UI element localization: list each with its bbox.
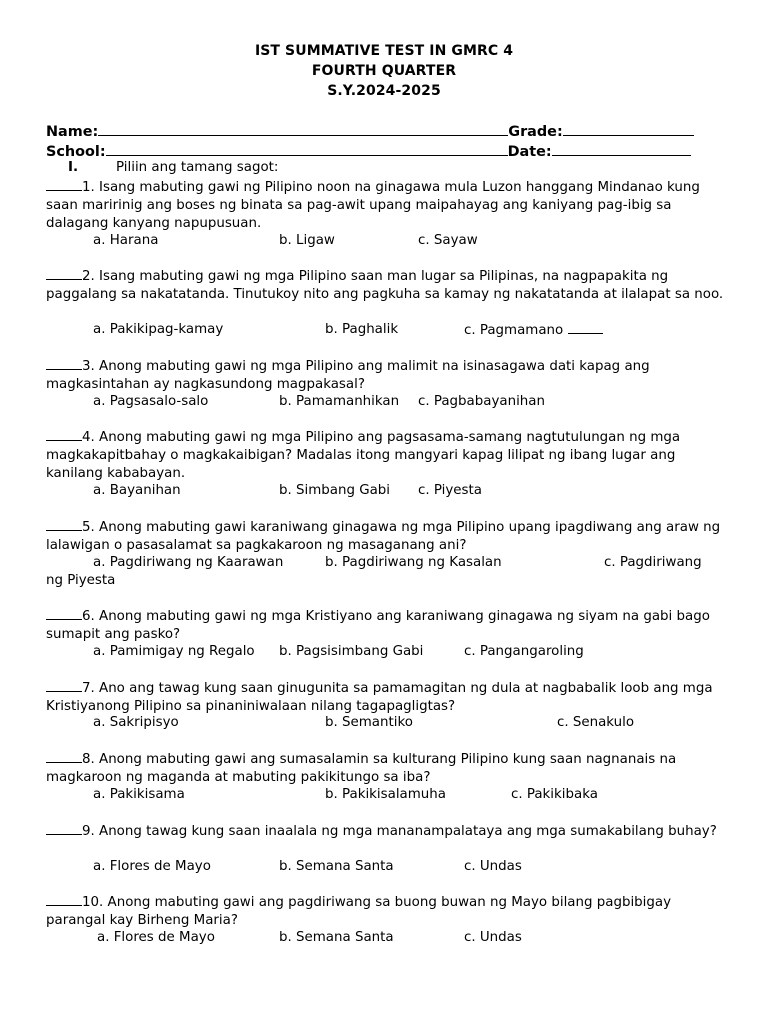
question-3-text: 3. Anong mabuting gawi ng mga Pilipino ang malimit na isinasagawa dati kapag ang magkasintahan ay nagkasundong magpakasal? xyxy=(46,359,650,392)
question-6-text: 6. Anong mabuting gawi ng mga Kristiyano ang karaniwang ginagawa ng siyam na gabi bago sumapit ang pasko? xyxy=(46,609,710,642)
answer-blank-4[interactable] xyxy=(46,428,82,441)
q2-option-c xyxy=(464,321,603,340)
name-label: Name: xyxy=(46,124,99,140)
q3-option-c: c. Pagbabayanihan xyxy=(418,394,545,409)
question-10-text: 10. Anong mabuting gawi ang pagdiriwang sa buong buwan ng Mayo bilang pagbibigay parangal kay Birheng Maria? xyxy=(46,895,672,928)
instruction-text: Piliin ang tamang sagot: xyxy=(116,160,279,175)
q7-option-b: b. Semantiko xyxy=(325,715,413,730)
answer-blank-2[interactable] xyxy=(46,267,82,280)
section-number: I. xyxy=(68,160,79,175)
q3-option-a: a. Pagsasalo-salo xyxy=(93,394,209,409)
trailing-blank xyxy=(568,321,603,334)
q4-option-a: a. Bayanihan xyxy=(93,483,181,498)
answer-blank-3[interactable] xyxy=(46,357,82,370)
q4-option-c: c. Piyesta xyxy=(418,483,482,498)
question-2 xyxy=(46,267,726,304)
q4-option-b: b. Simbang Gabi xyxy=(279,483,391,498)
question-1 xyxy=(46,178,726,233)
q3-option-b: b. Pamamanhikan xyxy=(279,394,400,409)
question-4-text: 4. Anong mabuting gawi ng mga Pilipino ang pagsasama-samang nagtutulungan ng mga magkakapitbahay o magkakaibigan? Madalas itong mangyari kapag lilipat ng ibang lugar ang kanilang kababayan. xyxy=(46,430,681,481)
question-2-text: 2. Isang mabuting gawi ng mga Pilipino saan man lugar sa Pilipinas, na nagpapakita ng paggalang sa nakatatanda. Tinutukoy nito ang pagkuha sa kamay ng nakatatanda at ilalapat sa noo. xyxy=(46,269,724,302)
question-4 xyxy=(46,428,726,483)
q7-option-a: a. Sakripisyo xyxy=(93,715,179,730)
q9-option-c: c. Undas xyxy=(464,859,522,874)
q9-option-a: a. Flores de Mayo xyxy=(93,859,211,874)
question-5 xyxy=(46,518,726,555)
question-5-text: 5. Anong mabuting gawi karaniwang ginagawa ng mga Pilipino upang ipagdiwang ang araw ng lalawigan o pasasalamat sa pagkakaroon ng masaganang ani? xyxy=(46,520,721,553)
quarter-label: FOURTH QUARTER xyxy=(311,63,457,79)
q8-option-b: b. Pakikisalamuha xyxy=(325,787,446,802)
q1-option-c: c. Sayaw xyxy=(418,233,478,248)
grade-label: Grade: xyxy=(508,124,563,140)
date-field[interactable] xyxy=(552,141,691,156)
answer-blank-9[interactable] xyxy=(46,822,82,835)
question-7 xyxy=(46,679,726,716)
q1-option-a: a. Harana xyxy=(93,233,159,248)
q1-option-b: b. Ligaw xyxy=(279,233,335,248)
q10-option-a: a. Flores de Mayo xyxy=(97,930,215,945)
q5-option-c: c. Pagdiriwang xyxy=(604,555,702,570)
q2-option-a: a. Pakikipag-kamay xyxy=(93,322,224,337)
answer-blank-10[interactable] xyxy=(46,893,82,906)
answer-blank-5[interactable] xyxy=(46,518,82,531)
answer-blank-6[interactable] xyxy=(46,607,82,620)
question-8-text: 8. Anong mabuting gawi ang sumasalamin sa kulturang Pilipino kung saan nagnanais na magkaroon ng maganda at mabuting pakikitungo sa iba? xyxy=(46,752,677,785)
question-1-text: 1. Isang mabuting gawi ng Pilipino noon na ginagawa mula Luzon hanggang Mindanao kung saan maririnig ang boses ng binata sa pag-awit upang maipahayag ang kaniyang pag-ibig sa dalagang kanyang napupusuan. xyxy=(46,180,700,231)
school-label: School: xyxy=(46,144,106,160)
q8-option-c: c. Pakikibaka xyxy=(511,787,598,802)
name-grade-row xyxy=(46,121,694,142)
question-10 xyxy=(46,893,726,930)
q7-option-c: c. Senakulo xyxy=(557,715,635,730)
q5-option-a: a. Pagdiriwang ng Kaarawan xyxy=(93,555,284,570)
answer-blank-8[interactable] xyxy=(46,750,82,763)
q6-option-b: b. Pagsisimbang Gabi xyxy=(279,644,424,659)
name-field[interactable] xyxy=(98,121,508,136)
answer-blank-1[interactable] xyxy=(46,178,82,191)
q10-option-c: c. Undas xyxy=(464,930,522,945)
q9-option-b: b. Semana Santa xyxy=(279,859,394,874)
school-date-row xyxy=(46,141,691,162)
q10-option-b: b. Semana Santa xyxy=(279,930,394,945)
question-8 xyxy=(46,750,726,787)
q2-option-b: b. Paghalik xyxy=(325,322,399,337)
question-6 xyxy=(46,607,726,644)
test-title: IST SUMMATIVE TEST IN GMRC 4 xyxy=(254,43,514,59)
instruction xyxy=(68,160,278,175)
school-year-label: S.Y.2024-2025 xyxy=(327,83,441,99)
q8-option-a: a. Pakikisama xyxy=(93,787,185,802)
question-9 xyxy=(46,822,726,841)
answer-blank-7[interactable] xyxy=(46,679,82,692)
q5-option-b: b. Pagdiriwang ng Kasalan xyxy=(325,555,502,570)
q6-option-a: a. Pamimigay ng Regalo xyxy=(93,644,255,659)
q6-option-c: c. Pangangaroling xyxy=(464,644,584,659)
date-label: Date: xyxy=(507,144,552,160)
grade-field[interactable] xyxy=(563,121,694,136)
q5-option-c-continued: ng Piyesta xyxy=(46,573,116,588)
school-field[interactable] xyxy=(106,141,508,156)
q2-option-c-text: c. Pagmamano xyxy=(464,323,564,338)
question-9-text: 9. Anong tawag kung saan inaalala ng mga mananampalataya ang mga sumakabilang buhay? xyxy=(82,824,717,839)
question-3 xyxy=(46,357,726,394)
question-7-text: 7. Ano ang tawag kung saan ginugunita sa pamamagitan ng dula at nagbabalik loob ang mga Kristiyanong Pilipino sa pinaniniwalaan nilang tagapagligtas? xyxy=(46,681,713,714)
